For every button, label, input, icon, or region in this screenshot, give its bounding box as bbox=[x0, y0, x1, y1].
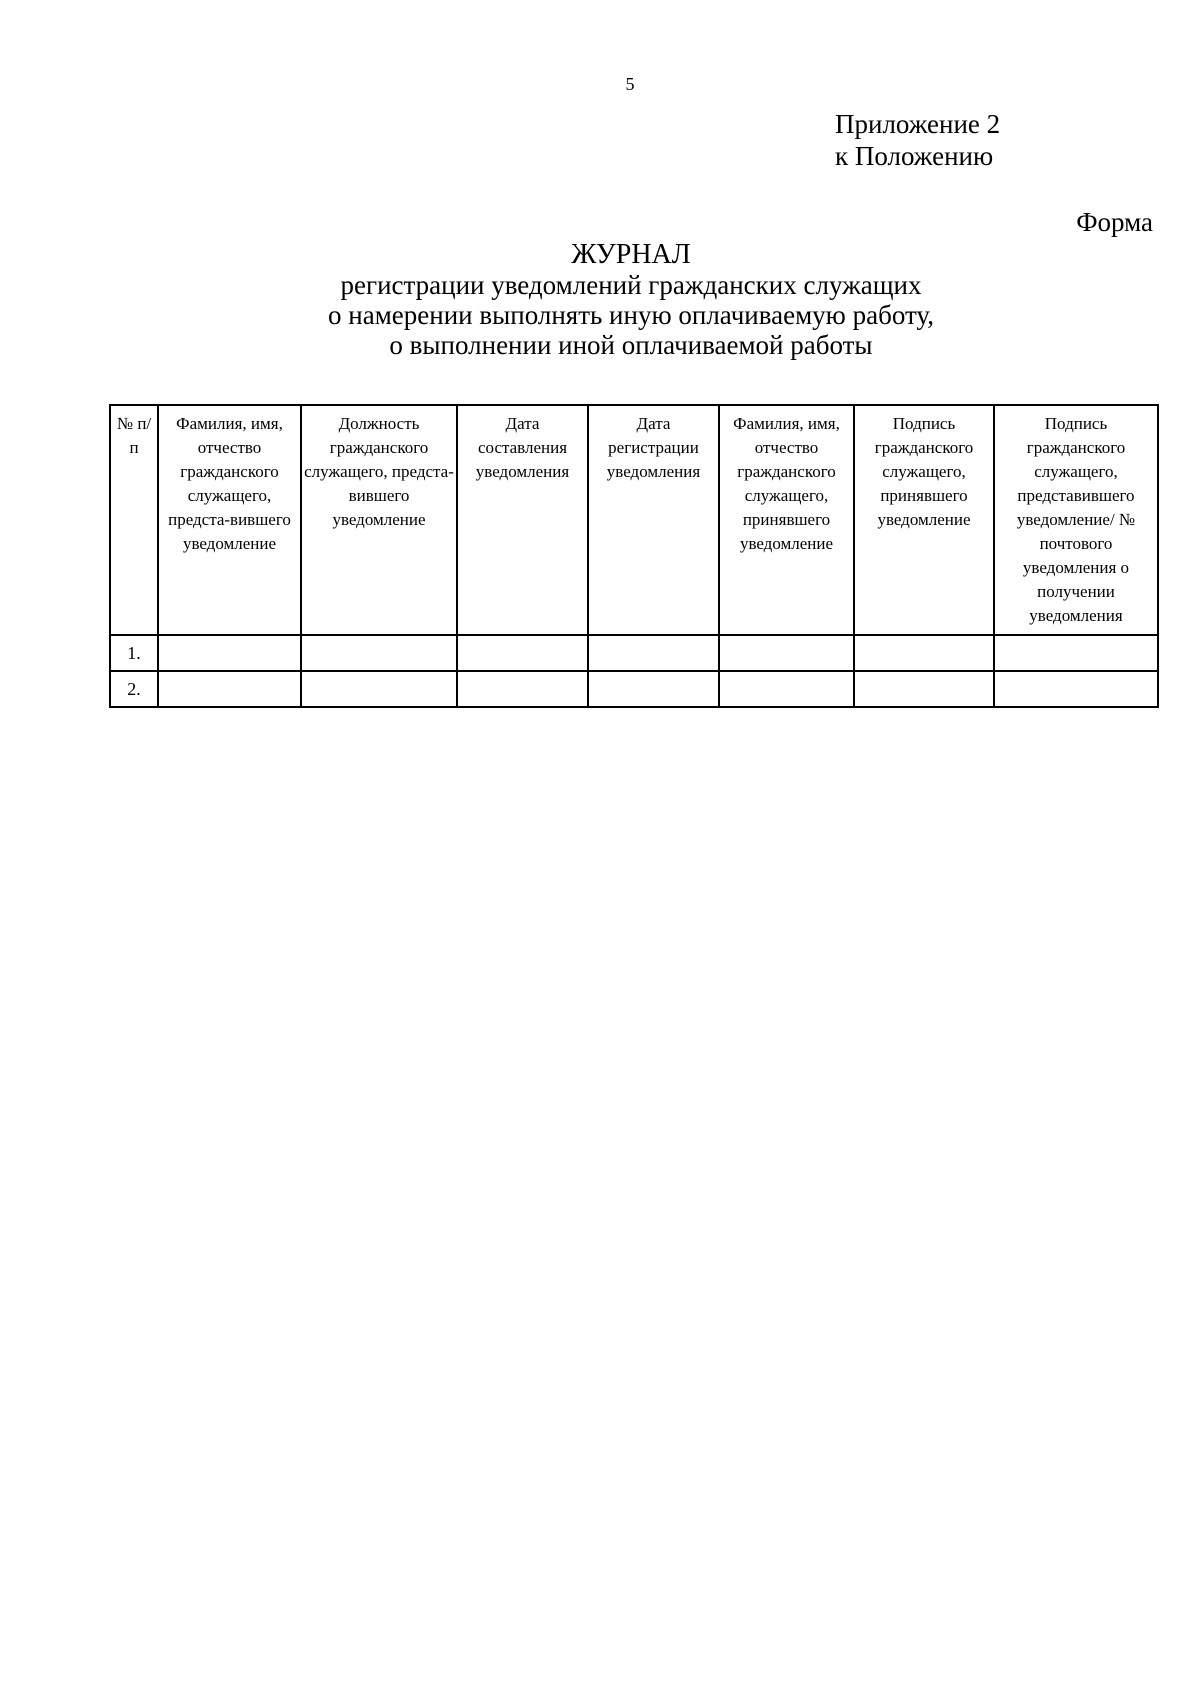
appendix-line-2: к Положению bbox=[835, 141, 994, 171]
table-header-row bbox=[110, 405, 1158, 635]
table-cell bbox=[994, 671, 1158, 707]
table-row bbox=[110, 671, 1158, 707]
header-cell-submitter-name: Фамилия, имя, отчество гражданского служащего, предста-вившего уведомление bbox=[158, 405, 301, 635]
form-label: Форма bbox=[1076, 207, 1153, 237]
title-line-1: регистрации уведомлений гражданских служащих bbox=[340, 270, 922, 300]
table-cell bbox=[158, 671, 301, 707]
table-cell bbox=[301, 671, 457, 707]
row-number-cell: 1. bbox=[110, 635, 158, 671]
table-row bbox=[110, 635, 1158, 671]
table-cell bbox=[719, 635, 854, 671]
title-main: ЖУРНАЛ bbox=[571, 239, 691, 270]
document-title bbox=[0, 240, 1200, 360]
appendix-note bbox=[835, 108, 1000, 172]
table-cell bbox=[301, 635, 457, 671]
header-cell-number: № п/п bbox=[110, 405, 158, 635]
row-number-cell: 2. bbox=[110, 671, 158, 707]
table-cell bbox=[457, 635, 588, 671]
appendix-line-1: Приложение 2 bbox=[835, 109, 1001, 139]
table-cell bbox=[457, 671, 588, 707]
table-cell bbox=[588, 671, 719, 707]
header-cell-receiver-name: Фамилия, имя, отчество гражданского служащего, принявшего уведомление bbox=[719, 405, 854, 635]
header-cell-compiled-date: Дата составления уведомления bbox=[457, 405, 588, 635]
header-cell-registration-date: Дата регистрации уведомления bbox=[588, 405, 719, 635]
title-line-2: о намерении выполнять иную оплачиваемую работу, bbox=[328, 300, 934, 330]
table-cell bbox=[588, 635, 719, 671]
table-cell bbox=[158, 635, 301, 671]
page-number: 5 bbox=[625, 74, 635, 94]
table-cell bbox=[719, 671, 854, 707]
table-cell bbox=[854, 635, 994, 671]
header-cell-submitter-position: Должность гражданского служащего, предста-вившего уведомление bbox=[301, 405, 457, 635]
header-cell-receiver-signature: Подпись гражданского служащего, принявшего уведомление bbox=[854, 405, 994, 635]
journal-table bbox=[109, 404, 1159, 708]
header-cell-submitter-signature: Подпись гражданского служащего, представившего уведомление/ № почтового уведомления о получении уведомления bbox=[994, 405, 1158, 635]
title-line-3: о выполнении иной оплачиваемой работы bbox=[389, 330, 873, 360]
table-cell bbox=[994, 635, 1158, 671]
table-cell bbox=[854, 671, 994, 707]
